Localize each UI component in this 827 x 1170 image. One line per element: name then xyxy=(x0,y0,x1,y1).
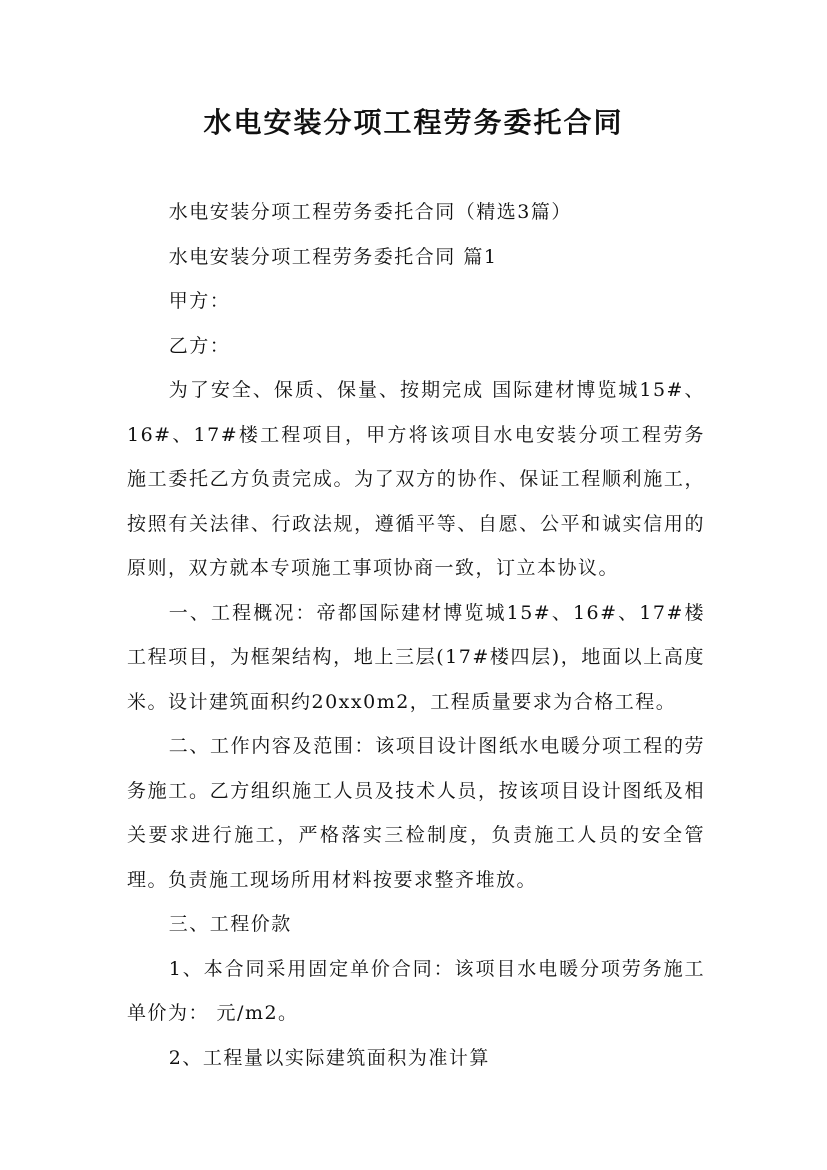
paragraph-party-a: 甲方： xyxy=(168,290,231,312)
document-body xyxy=(127,190,705,1080)
paragraph-work-scope: 二、工作内容及范围：该项目设计图纸水电暖分项工程的劳务施工。乙方组织施工人员及技术人员，按该项目设计图纸及相关要求进行施工，严格落实三检制度，负责施工人员的安全管理。负责施工现场所用材料按要求整齐堆放。 xyxy=(127,735,705,891)
paragraph-section-heading: 水电安装分项工程劳务委托合同 篇1 xyxy=(168,245,498,268)
paragraph-project-overview: 一、工程概况：帝都国际建材博览城15#、16#、17#楼工程项目，为框架结构，地上三层(17#楼四层)，地面以上高度 米。设计建筑面积约20xx0m2，工程质量要求为合格工程。 xyxy=(127,601,705,713)
paragraph-price-item-2: 2、工程量以实际建筑面积为准计算 xyxy=(168,1046,490,1069)
paragraph-subtitle: 水电安装分项工程劳务委托合同（精选3篇） xyxy=(168,201,572,223)
paragraph-party-b: 乙方： xyxy=(168,334,231,357)
paragraph-preamble: 为了安全、保质、保量、按期完成 国际建材博览城15#、16#、17#楼工程项目，甲方将该项目水电安装分项工程劳务施工委托乙方负责完成。为了双方的协作、保证工程顺利施工，按照有关法律、行政法规，遵循平等、自愿、公平和诚实信用的原则，双方就本专项施工事项协商一致，订立本协议。 xyxy=(127,379,705,579)
paragraph-price-heading: 三、工程价款 xyxy=(168,913,292,935)
paragraph-price-item-1: 1、本合同采用固定单价合同：该项目水电暖分项劳务施工单价为： 元/m2。 xyxy=(127,957,705,1024)
document-title: 水电安装分项工程劳务委托合同 xyxy=(203,106,624,139)
